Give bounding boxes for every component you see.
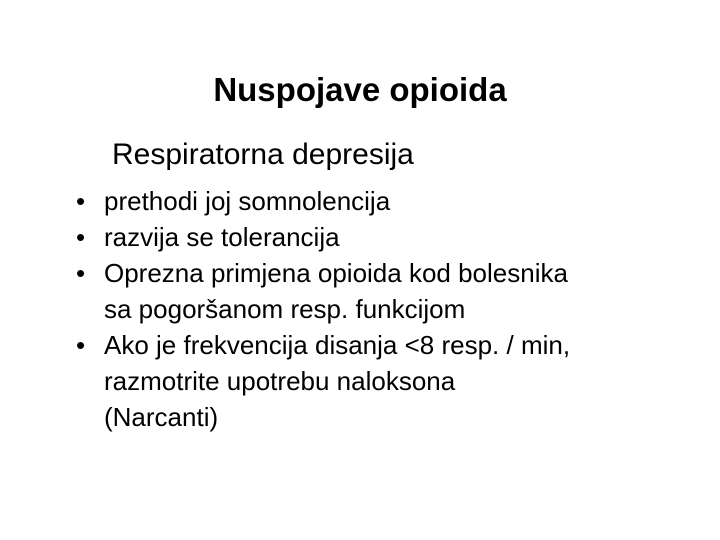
slide-title: Nuspojave opioida bbox=[213, 71, 507, 108]
bullet-item bbox=[76, 255, 706, 327]
bullet-text-continuation: (Narcanti) bbox=[104, 402, 219, 432]
bullet-icon: • bbox=[76, 330, 86, 360]
bullet-item bbox=[76, 327, 706, 435]
bullet-text: prethodi joj somnolencija bbox=[104, 186, 391, 216]
bullet-text: Oprezna primjena opioida kod bolesnika bbox=[104, 258, 568, 288]
bullet-item bbox=[76, 219, 706, 255]
bullet-text-continuation: sa pogoršanom resp. funkcijom bbox=[104, 294, 466, 324]
bullet-text: Ako je frekvencija disanja <8 resp. / min, bbox=[104, 330, 571, 360]
bullet-icon: • bbox=[76, 258, 86, 288]
bullet-text: razvija se tolerancija bbox=[104, 222, 340, 252]
bullet-item bbox=[76, 183, 706, 219]
bullet-icon: • bbox=[76, 222, 86, 252]
slide-subtitle: Respiratorna depresija bbox=[112, 138, 414, 171]
bullet-text-continuation: razmotrite upotrebu naloksona bbox=[104, 366, 456, 396]
bullet-list bbox=[76, 183, 706, 435]
bullet-icon: • bbox=[76, 186, 86, 216]
